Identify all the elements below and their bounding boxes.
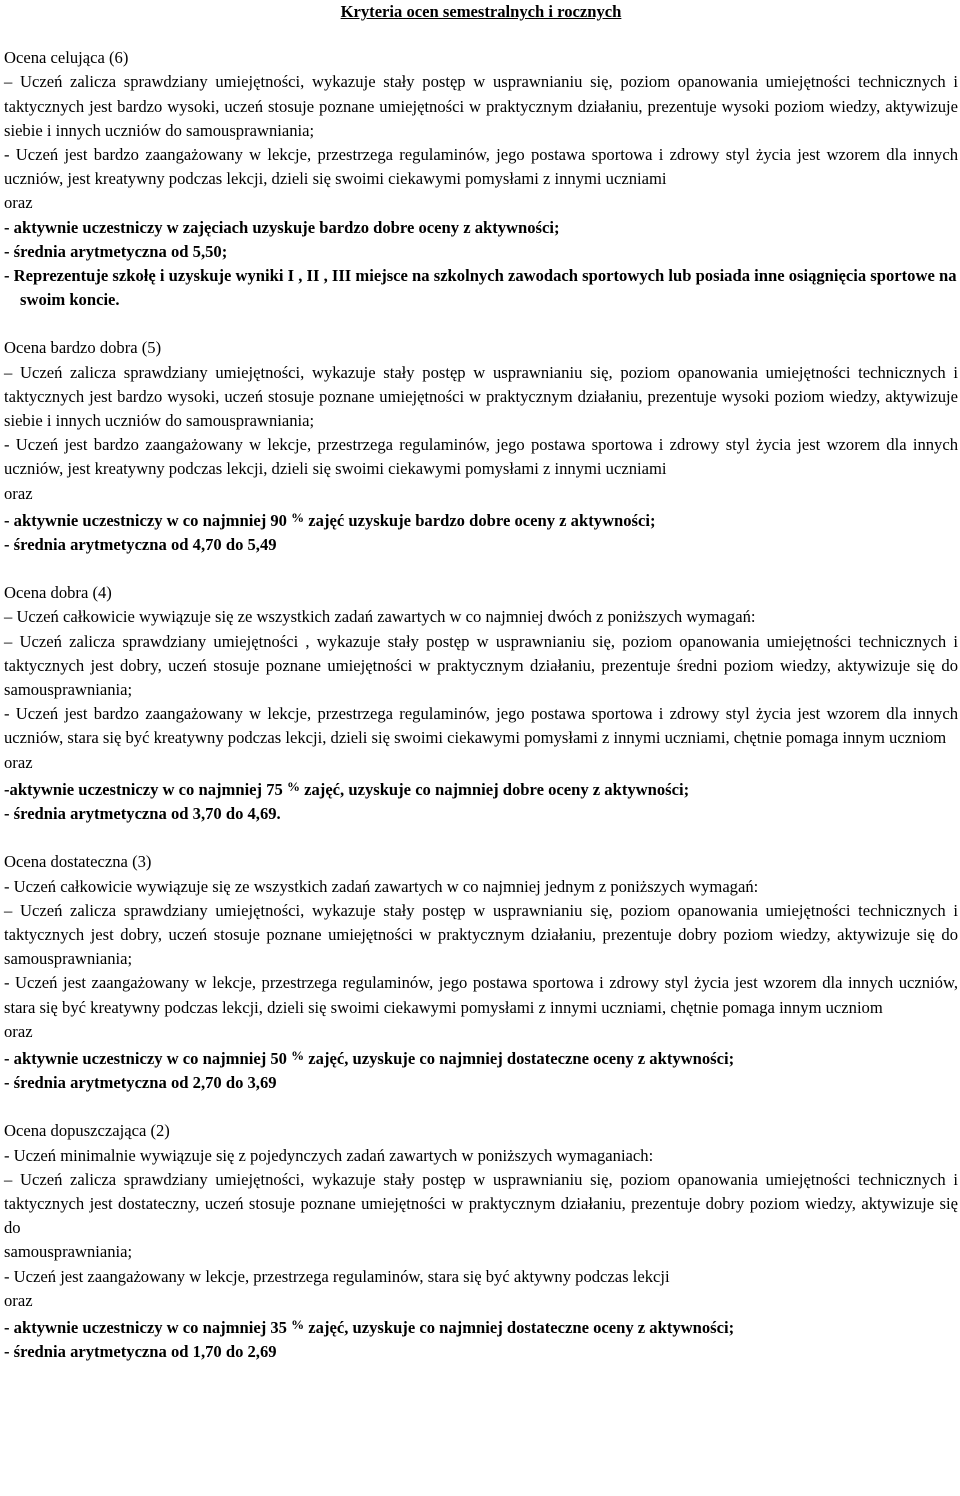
activity-text: - aktywnie uczestniczy w co najmniej 90	[4, 510, 287, 530]
section-heading: Ocena celująca (6)	[4, 48, 129, 68]
criterion-paragraph: – Uczeń zalicza sprawdziany umiejętności, wykazuje stały postęp w usprawnianiu się, poziom opanowania umiejętności technicznych i taktycznych jest bardzo wysoki, uczeń stosuje poznane umiejętności w praktycznym działaniu, prezentuje wysoki poziom wiedzy, aktywizuje siebie i innych uczniów do samousprawniania;	[4, 362, 958, 431]
section-heading: Ocena bardzo dobra (5)	[4, 338, 162, 358]
conjunction-text: oraz	[4, 752, 33, 772]
section-grade-6	[4, 46, 958, 312]
requirement-average: - średnia arytmetyczna od 3,70 do 4,69.	[4, 804, 281, 824]
section-grade-4	[4, 581, 958, 826]
criterion-paragraph: - Uczeń jest zaangażowany w lekcje, przestrzega regulaminów, stara się być aktywny podczas lekcji	[4, 1266, 670, 1286]
requirement-activity: - aktywnie uczestniczy w zajęciach uzyskuje bardzo dobre oceny z aktywności;	[4, 217, 560, 237]
criterion-paragraph: – Uczeń zalicza sprawdziany umiejętności, wykazuje stały postęp w usprawnianiu się, poziom opanowania umiejętności technicznych i taktycznych jest dobry, uczeń stosuje poznane umiejętności w praktycznym działaniu, prezentuje dobry poziom wiedzy, aktywizuje się do samousprawniania;	[4, 900, 958, 969]
percent-sign: %	[286, 778, 300, 794]
requirement-average: - średnia arytmetyczna od 5,50;	[4, 241, 228, 261]
conjunction-text: oraz	[4, 1021, 33, 1041]
document-title: Kryteria ocen semestralnych i rocznych	[340, 2, 622, 21]
percent-sign: %	[291, 1047, 305, 1063]
activity-text: zajęć uzyskuje bardzo dobre oceny z aktywności;	[304, 510, 656, 530]
conjunction-text: oraz	[4, 483, 33, 503]
activity-text: zajęć, uzyskuje co najmniej dostateczne oceny z aktywności;	[304, 1048, 735, 1068]
requirement-activity	[4, 506, 958, 533]
criterion-paragraph: - Uczeń jest zaangażowany w lekcje, przestrzega regulaminów, jego postawa sportowa i zdrowy styl życia jest wzorem dla innych uczniów, stara się być kreatywny podczas lekcji, dzieli się swoimi ciekawymi pomysłami z innymi uczniami, chętnie pomaga innym uczniom	[4, 973, 958, 1017]
requirement-average: - średnia arytmetyczna od 1,70 do 2,69	[4, 1342, 277, 1362]
requirement-average: - średnia arytmetyczna od 2,70 do 3,69	[4, 1073, 277, 1093]
section-heading: Ocena dopuszczająca (2)	[4, 1121, 170, 1141]
activity-text: zajęć, uzyskuje co najmniej dostateczne oceny z aktywności;	[304, 1317, 735, 1337]
criterion-paragraph: samousprawniania;	[4, 1242, 133, 1262]
criterion-paragraph: – Uczeń zalicza sprawdziany umiejętności, wykazuje stały postęp w usprawnianiu się, poziom opanowania umiejętności technicznych i taktycznych jest bardzo wysoki, uczeń stosuje poznane umiejętności w praktycznym działaniu, prezentuje wysoki poziom wiedzy, aktywizuje siebie i innych uczniów do samousprawniania;	[4, 72, 958, 140]
conjunction-text: oraz	[4, 1290, 33, 1310]
section-grade-2	[4, 1119, 958, 1364]
conjunction-text: oraz	[4, 193, 33, 213]
requirement-activity	[4, 775, 958, 802]
section-grade-3	[4, 850, 958, 1095]
activity-text: - aktywnie uczestniczy w co najmniej 35	[4, 1317, 287, 1337]
section-grade-5	[4, 336, 958, 557]
section-heading: Ocena dostateczna (3)	[4, 852, 152, 872]
criterion-paragraph: - Uczeń całkowicie wywiązuje się ze wszystkich zadań zawartych w co najmniej jednym z poniższych wymagań:	[4, 876, 759, 896]
criterion-paragraph: – Uczeń całkowicie wywiązuje się ze wszystkich zadań zawartych w co najmniej dwóch z poniższych wymagań:	[4, 607, 756, 627]
criterion-paragraph: – Uczeń zalicza sprawdziany umiejętności , wykazuje stały postęp w usprawnianiu się, poziom opanowania umiejętności technicznych i taktycznych jest dobry, uczeń stosuje poznane umiejętności w praktycznym działaniu, prezentuje średni poziom wiedzy, aktywizuje się do samousprawniania;	[4, 631, 958, 700]
activity-text: - aktywnie uczestniczy w co najmniej 50	[4, 1048, 287, 1068]
criterion-paragraph: - Uczeń jest bardzo zaangażowany w lekcje, przestrzega regulaminów, jego postawa sportowa i zdrowy styl życia jest wzorem dla innych uczniów, stara się być kreatywny podczas lekcji, dzieli się swoimi ciekawymi pomysłami z innymi uczniami, chętnie pomaga innym uczniom	[4, 704, 958, 748]
requirement-competitions: - Reprezentuje szkołę i uzyskuje wyniki I , II , III miejsce na szkolnych zawodach sportowych lub posiada inne osiągnięcia sportowe na swoim koncie.	[4, 266, 957, 310]
activity-text: -aktywnie uczestniczy w co najmniej 75	[4, 779, 283, 799]
criterion-paragraph: - Uczeń minimalnie wywiązuje się z pojedynczych zadań zawartych w poniższych wymaganiach:	[4, 1145, 654, 1165]
percent-sign: %	[291, 509, 305, 525]
percent-sign: %	[291, 1316, 305, 1332]
section-heading: Ocena dobra (4)	[4, 583, 112, 603]
criterion-paragraph: - Uczeń jest bardzo zaangażowany w lekcje, przestrzega regulaminów, jego postawa sportowa i zdrowy styl życia jest wzorem dla innych uczniów, jest kreatywny podczas lekcji, dzieli się swoimi ciekawymi pomysłami z innymi uczniami	[4, 435, 958, 479]
activity-text: zajęć, uzyskuje co najmniej dobre oceny z aktywności;	[299, 779, 690, 799]
criterion-paragraph: - Uczeń jest bardzo zaangażowany w lekcje, przestrzega regulaminów, jego postawa sportowa i zdrowy styl życia jest wzorem dla innych uczniów, jest kreatywny podczas lekcji, dzieli się swoimi ciekawymi pomysłami z innymi uczniami	[4, 145, 958, 189]
requirement-activity	[4, 1313, 958, 1340]
requirement-average: - średnia arytmetyczna od 4,70 do 5,49	[4, 535, 277, 555]
criterion-paragraph: – Uczeń zalicza sprawdziany umiejętności, wykazuje stały postęp w usprawnianiu się, poziom opanowania umiejętności technicznych i taktycznych jest dostateczny, uczeń stosuje poznane umiejętności w praktycznym działaniu, prezentuje dobry poziom wiedzy, aktywizuje się do	[4, 1169, 958, 1238]
requirement-activity	[4, 1044, 958, 1071]
